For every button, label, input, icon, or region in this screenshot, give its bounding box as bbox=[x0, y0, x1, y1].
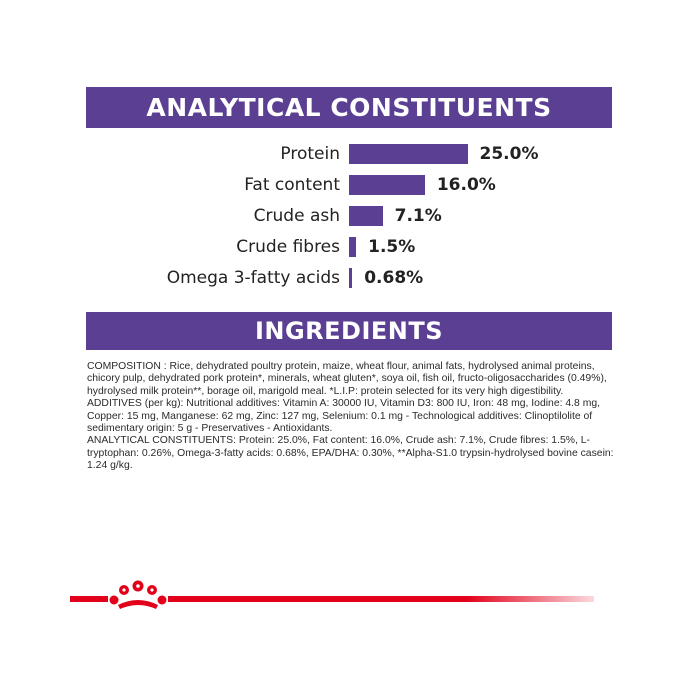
constituent-row-omega3 bbox=[0, 264, 700, 292]
analytical-constituents-header: ANALYTICAL CONSTITUENTS bbox=[86, 87, 612, 128]
constituent-bar bbox=[349, 268, 352, 288]
footer-line-left bbox=[70, 596, 108, 602]
constituent-value: 25.0% bbox=[479, 144, 539, 164]
constituent-label: Omega 3-fatty acids bbox=[166, 268, 340, 288]
constituent-bar bbox=[349, 175, 425, 195]
constituent-label: Crude ash bbox=[253, 206, 340, 226]
constituent-label: Protein bbox=[280, 144, 340, 164]
constituent-bar bbox=[349, 237, 356, 257]
constituent-row-fat bbox=[0, 171, 700, 199]
constituent-label: Crude fibres bbox=[236, 237, 340, 257]
crown-icon bbox=[108, 578, 168, 610]
constituents-paragraph: ANALYTICAL CONSTITUENTS: Protein: 25.0%, Fat content: 16.0%, Crude ash: 7.1%, Crude fibres: 1.5%, L-tryptophan: 0.26%, Omega-3-fatty acids: 0.68%, EPA/DHA: 0.30%, **Alpha-S1.0 trypsin-hydrolysed bovine casein: 1.24 g/kg. bbox=[87, 435, 614, 472]
constituent-row-protein bbox=[0, 140, 700, 168]
ingredients-header: INGREDIENTS bbox=[86, 312, 612, 350]
analytical-constituents-chart bbox=[0, 0, 700, 300]
additives-paragraph: ADDITIVES (per kg): Nutritional additives: Vitamin A: 30000 IU, Vitamin D3: 800 IU, Iron: 48 mg, Iodine: 4.8 mg, Copper: 15 mg, Manganese: 62 mg, Zinc: 127 mg, Selenium: 0.1 mg - Technological additives: Clinoptilolite of sedimentary origin: 5 g - Preservatives - Antioxidants. bbox=[87, 398, 601, 435]
ingredients-text bbox=[87, 361, 617, 473]
constituent-value: 0.68% bbox=[364, 268, 424, 288]
constituent-bar bbox=[349, 144, 468, 164]
constituent-value: 1.5% bbox=[368, 237, 416, 257]
constituent-value: 7.1% bbox=[394, 206, 442, 226]
composition-paragraph: COMPOSITION : Rice, dehydrated poultry protein, maize, wheat flour, animal fats, hydrolysed animal proteins, chicory pulp, dehydrated pork protein*, minerals, wheat gluten*, soya oil, fish oil, fructo-oligosaccharides (0.49%), hydrolysed milk protein**, borage oil, marigold meal. *L.I.P: protein selected for its very high digestibility. bbox=[87, 361, 607, 397]
constituent-value: 16.0% bbox=[436, 175, 496, 195]
footer-line-right bbox=[168, 596, 594, 602]
constituent-bar bbox=[349, 206, 383, 226]
constituent-row-fibres bbox=[0, 233, 700, 261]
constituent-row-ash bbox=[0, 202, 700, 230]
constituent-label: Fat content bbox=[244, 175, 340, 195]
